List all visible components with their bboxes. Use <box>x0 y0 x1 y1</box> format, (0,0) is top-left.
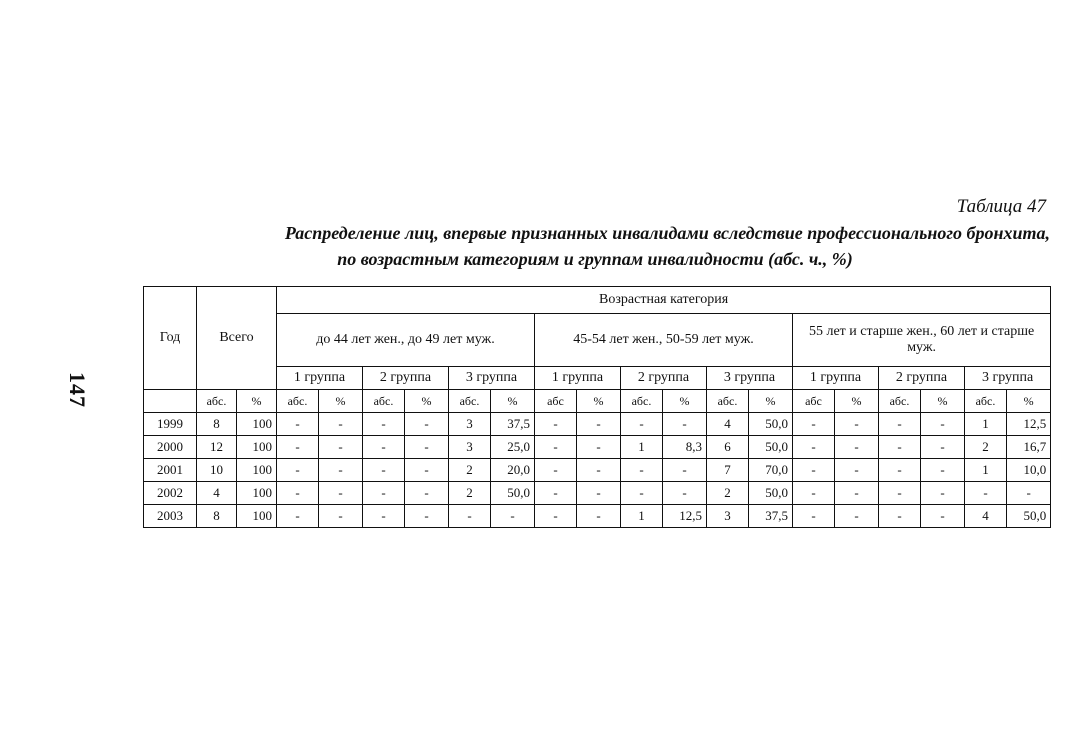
data-cell: - <box>577 482 621 505</box>
data-cell: 12 <box>197 436 237 459</box>
unit-header: абс <box>535 390 577 413</box>
disability-group-header: 3 группа <box>707 367 793 390</box>
data-cell: 10,0 <box>1007 459 1051 482</box>
data-cell: 100 <box>237 505 277 528</box>
data-cell: 50,0 <box>1007 505 1051 528</box>
table-body <box>144 413 1051 528</box>
age-group-header-2: 45-54 лет жен., 50-59 лет муж. <box>535 314 793 367</box>
disability-group-header: 2 группа <box>879 367 965 390</box>
unit-header: % <box>663 390 707 413</box>
data-cell: 50,0 <box>749 413 793 436</box>
data-cell: - <box>535 459 577 482</box>
data-cell: - <box>793 482 835 505</box>
data-cell: 37,5 <box>749 505 793 528</box>
data-cell: - <box>879 505 921 528</box>
age-group-header-3: 55 лет и старше жен., 60 лет и старше муж. <box>793 314 1051 367</box>
data-cell: 37,5 <box>491 413 535 436</box>
data-cell: - <box>405 482 449 505</box>
data-cell: 16,7 <box>1007 436 1051 459</box>
data-cell: 100 <box>237 436 277 459</box>
data-cell: 50,0 <box>491 482 535 505</box>
data-cell: 100 <box>237 413 277 436</box>
data-cell: - <box>319 459 363 482</box>
data-cell: - <box>491 505 535 528</box>
unit-header: абс. <box>449 390 491 413</box>
data-cell: - <box>319 505 363 528</box>
data-cell: 100 <box>237 482 277 505</box>
data-cell: 70,0 <box>749 459 793 482</box>
data-cell: 8,3 <box>663 436 707 459</box>
table-row <box>144 413 1051 436</box>
disability-group-header: 1 группа <box>793 367 879 390</box>
disability-group-header: 1 группа <box>277 367 363 390</box>
disability-table <box>143 286 1051 528</box>
data-cell: - <box>405 413 449 436</box>
data-cell: 1 <box>621 505 663 528</box>
data-cell: 2 <box>707 482 749 505</box>
data-cell: - <box>535 436 577 459</box>
data-cell: - <box>663 413 707 436</box>
data-cell: 3 <box>449 436 491 459</box>
unit-header: % <box>749 390 793 413</box>
disability-group-header: 1 группа <box>535 367 621 390</box>
data-cell: 25,0 <box>491 436 535 459</box>
disability-group-header: 3 группа <box>449 367 535 390</box>
data-cell: - <box>405 459 449 482</box>
year-cell: 2003 <box>144 505 197 528</box>
data-cell: 8 <box>197 413 237 436</box>
unit-header: абс. <box>197 390 237 413</box>
data-cell: 8 <box>197 505 237 528</box>
data-cell: - <box>363 505 405 528</box>
data-cell: - <box>921 482 965 505</box>
data-cell: 3 <box>449 413 491 436</box>
unit-header: абс. <box>363 390 405 413</box>
data-cell: - <box>663 482 707 505</box>
data-cell: 4 <box>197 482 237 505</box>
unit-header: абс. <box>621 390 663 413</box>
data-cell: - <box>363 413 405 436</box>
caption-line-2: по возрастным категориям и группам инвалидности (абс. ч., %) <box>337 249 853 269</box>
data-cell: - <box>535 413 577 436</box>
data-cell: - <box>577 436 621 459</box>
table-row <box>144 459 1051 482</box>
unit-header <box>144 390 197 413</box>
page-number: 147 <box>65 372 90 408</box>
data-cell: - <box>277 413 319 436</box>
data-cell: - <box>879 436 921 459</box>
data-cell: - <box>363 436 405 459</box>
data-cell: - <box>277 482 319 505</box>
caption-line-1: Распределение лиц, впервые признанных инвалидами вследствие профессионального бронхита, <box>284 223 1050 243</box>
unit-header: абс. <box>879 390 921 413</box>
data-cell: 2 <box>965 436 1007 459</box>
unit-header: % <box>405 390 449 413</box>
data-cell: 1 <box>621 436 663 459</box>
unit-header: % <box>921 390 965 413</box>
data-cell: 12,5 <box>1007 413 1051 436</box>
data-cell: 1 <box>965 459 1007 482</box>
year-header: Год <box>144 287 197 390</box>
data-cell: - <box>879 459 921 482</box>
unit-header: абс. <box>965 390 1007 413</box>
data-cell: - <box>319 482 363 505</box>
data-cell: - <box>793 413 835 436</box>
disability-group-header: 2 группа <box>621 367 707 390</box>
table-row <box>144 505 1051 528</box>
data-cell: - <box>535 505 577 528</box>
data-cell: - <box>535 482 577 505</box>
data-cell: - <box>405 505 449 528</box>
total-header: Всего <box>197 287 277 390</box>
year-cell: 2001 <box>144 459 197 482</box>
data-cell: 50,0 <box>749 436 793 459</box>
table-row <box>144 482 1051 505</box>
data-cell: 4 <box>707 413 749 436</box>
unit-header: абс. <box>707 390 749 413</box>
table-row <box>144 436 1051 459</box>
data-cell: - <box>921 413 965 436</box>
table-caption <box>140 220 1050 272</box>
data-cell: - <box>921 505 965 528</box>
data-cell: - <box>319 436 363 459</box>
data-cell: 2 <box>449 459 491 482</box>
unit-header: % <box>835 390 879 413</box>
data-cell: - <box>663 459 707 482</box>
data-cell: 2 <box>449 482 491 505</box>
data-cell: - <box>363 459 405 482</box>
data-cell: - <box>405 436 449 459</box>
table-label: Таблица 47 <box>956 196 1046 217</box>
data-cell: - <box>1007 482 1051 505</box>
unit-header: % <box>237 390 277 413</box>
data-cell: - <box>277 436 319 459</box>
year-cell: 2000 <box>144 436 197 459</box>
data-cell: 12,5 <box>663 505 707 528</box>
data-cell: - <box>879 482 921 505</box>
data-cell: - <box>921 459 965 482</box>
age-category-header: Возрастная категория <box>277 287 1051 314</box>
year-cell: 1999 <box>144 413 197 436</box>
data-cell: - <box>835 505 879 528</box>
data-cell: 6 <box>707 436 749 459</box>
data-cell: 7 <box>707 459 749 482</box>
data-cell: - <box>363 482 405 505</box>
data-cell: - <box>793 459 835 482</box>
data-cell: - <box>621 459 663 482</box>
data-cell: 100 <box>237 459 277 482</box>
unit-header: абс <box>793 390 835 413</box>
unit-header: % <box>577 390 621 413</box>
data-cell: 20,0 <box>491 459 535 482</box>
age-group-header-1: до 44 лет жен., до 49 лет муж. <box>277 314 535 367</box>
data-cell: 50,0 <box>749 482 793 505</box>
data-cell: - <box>577 505 621 528</box>
data-cell: - <box>621 482 663 505</box>
disability-group-header: 2 группа <box>363 367 449 390</box>
data-cell: 3 <box>707 505 749 528</box>
unit-header: % <box>1007 390 1051 413</box>
data-cell: - <box>835 413 879 436</box>
data-cell: - <box>793 505 835 528</box>
unit-header: абс. <box>277 390 319 413</box>
data-cell: - <box>793 436 835 459</box>
data-cell: - <box>921 436 965 459</box>
data-cell: 10 <box>197 459 237 482</box>
data-cell: - <box>835 482 879 505</box>
data-cell: - <box>277 505 319 528</box>
data-cell: - <box>621 413 663 436</box>
year-cell: 2002 <box>144 482 197 505</box>
data-cell: - <box>835 436 879 459</box>
data-cell: - <box>319 413 363 436</box>
disability-group-header: 3 группа <box>965 367 1051 390</box>
data-cell: - <box>449 505 491 528</box>
unit-header: % <box>319 390 363 413</box>
data-cell: - <box>577 413 621 436</box>
data-cell: - <box>879 413 921 436</box>
data-cell: - <box>577 459 621 482</box>
data-cell: 4 <box>965 505 1007 528</box>
unit-header: % <box>491 390 535 413</box>
data-cell: 1 <box>965 413 1007 436</box>
data-cell: - <box>965 482 1007 505</box>
data-cell: - <box>835 459 879 482</box>
data-cell: - <box>277 459 319 482</box>
